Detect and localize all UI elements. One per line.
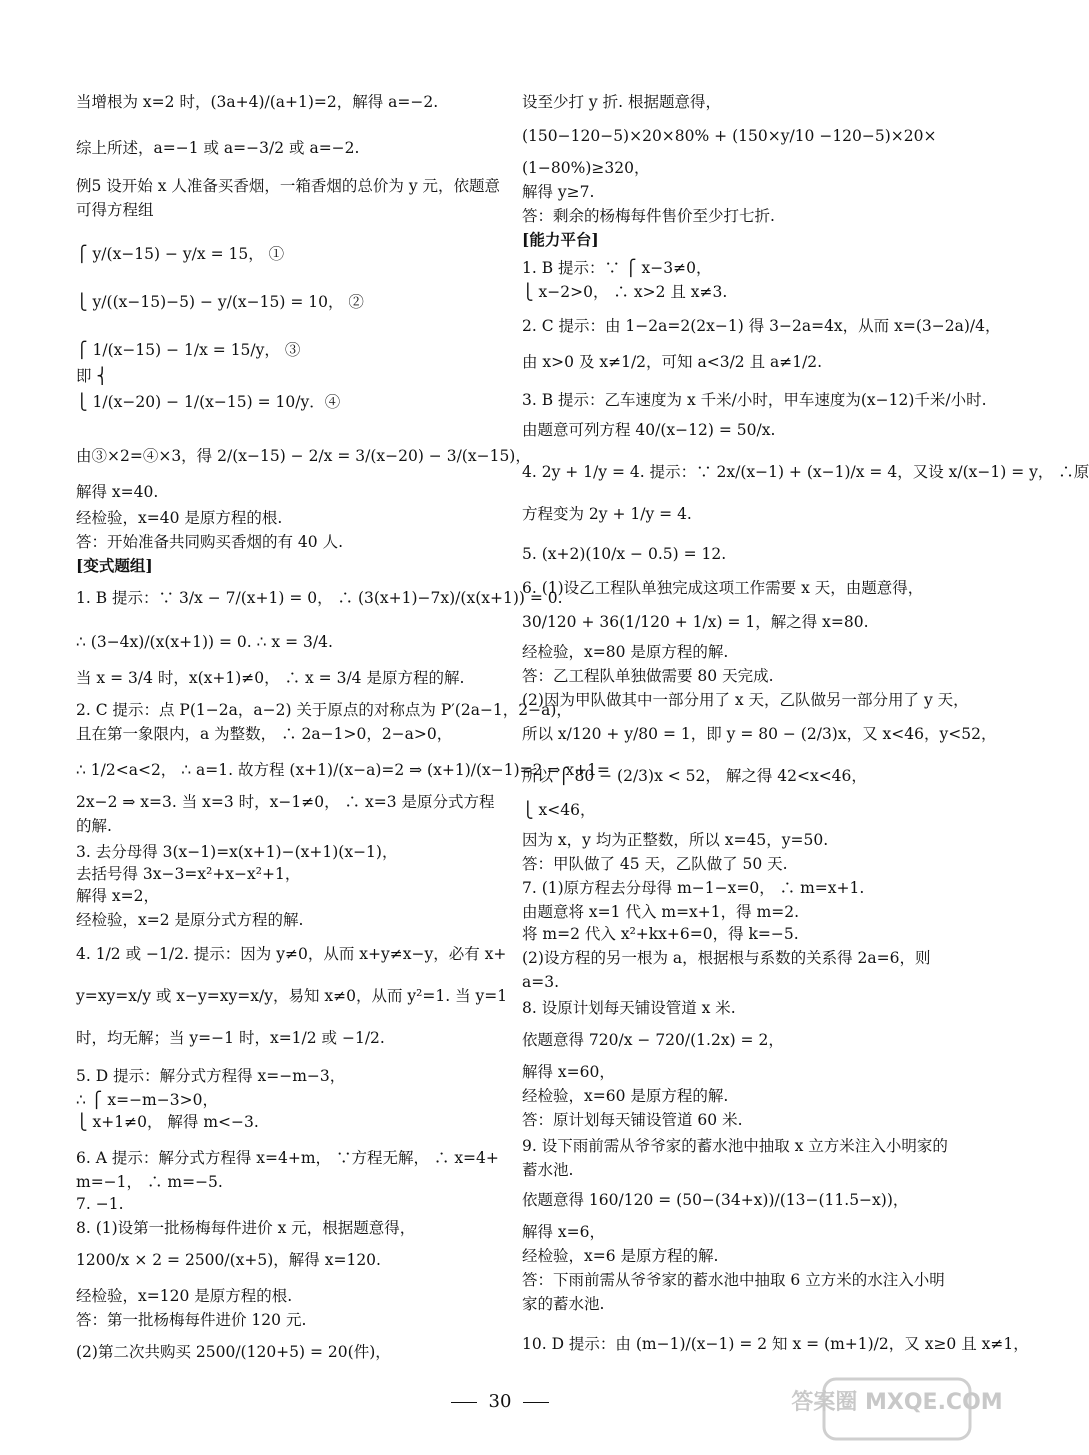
left-column-line: ⎩ y/((x−15)−5) − y/(x−15) = 10， ② (76, 293, 364, 311)
watermark-graphic (791, 1377, 1003, 1441)
right-column-line: 8. 设原计划每天铺设管道 x 米. (522, 999, 736, 1017)
right-column-line: 依题意得 720/x − 720/(1.2x) = 2， (522, 1031, 784, 1049)
left-column-line: 1200/x × 2 = 2500/(x+5)，解得 x=120. (76, 1251, 381, 1269)
right-column-line: 由 x>0 及 x≠1/2，可知 a<3/2 且 a≠1/2. (522, 353, 823, 371)
right-column-line: 解得 y≥7. (522, 183, 595, 201)
left-column-line: 答：第一批杨梅每件进价 120 元. (76, 1311, 307, 1329)
left-column-line: 去括号得 3x−3=x²+x−x²+1， (76, 865, 301, 883)
right-column-line: 答：甲队做了 45 天，乙队做了 50 天. (522, 855, 788, 873)
left-column-line: 由③×2=④×3，得 2/(x−15) − 2/x = 3/(x−20) − 3/(x−15)， (76, 447, 531, 465)
left-column-line: 即 ⎨ (76, 367, 109, 385)
right-column-line: 经检验，x=6 是原方程的解. (522, 1247, 719, 1265)
left-column-line: 2. C 提示：点 P(1−2a，a−2) 关于原点的对称点为 P′(2a−1，2−a)， (76, 701, 572, 719)
right-column-line: 蓄水池. (522, 1161, 574, 1179)
left-column-line: 解得 x=2， (76, 887, 160, 905)
left-column-line: m=−1， ∴ m=−5. (76, 1173, 223, 1191)
right-column-line: 6. (1)设乙工程队单独完成这项工作需要 x 天，由题意得， (522, 579, 924, 597)
left-column-line: 6. A 提示：解分式方程得 x=4+m， ∵方程无解， ∴ x=4+ (76, 1149, 499, 1167)
right-column-line: 答：下雨前需从爷爷家的蓄水池中抽取 6 立方米的水注入小明 (522, 1271, 945, 1289)
right-column-line: 方程变为 2y + 1/y = 4. (522, 505, 692, 523)
right-column-line: 由题意将 x=1 代入 m=x+1，得 m=2. (522, 903, 800, 921)
left-column-line: 时，均无解；当 y=−1 时，x=1/2 或 −1/2. (76, 1029, 385, 1047)
right-column-line: (150−120−5)×20×80% + (150×y/10 −120−5)×20× (522, 127, 937, 145)
left-column-line: 可得方程组 (76, 201, 154, 219)
left-column-line: [变式题组] (76, 556, 153, 575)
right-column-line: 由题意可列方程 40/(x−12) = 50/x. (522, 421, 776, 439)
left-column-line: 3. 去分母得 3(x−1)=x(x+1)−(x+1)(x−1)， (76, 843, 398, 861)
left-column-line: 答：开始准备共同购买香烟的有 40 人. (76, 533, 344, 551)
left-column-line: 的解. (76, 817, 112, 835)
left-column-line: 2x−2 ⇒ x=3. 当 x=3 时，x−1≠0， ∴ x=3 是原分式方程 (76, 793, 495, 811)
left-column-line: 4. 1/2 或 −1/2. 提示：因为 y≠0，从而 x+y≠x−y，必有 x+ (76, 945, 507, 963)
right-column-line: 经检验，x=60 是原方程的解. (522, 1087, 729, 1105)
watermark-text: 答案圈 MXQE.COM (791, 1390, 1003, 1415)
right-column-line: 7. (1)原方程去分母得 m−1−x=0， ∴ m=x+1. (522, 879, 865, 897)
left-column-line: ⎧ 1/(x−15) − 1/x = 15/y， ③ (76, 341, 301, 359)
right-column-line: ⎩ x−2>0， ∴ x>2 且 x≠3. (522, 283, 728, 301)
right-column-line: 3. B 提示：乙车速度为 x 千米/小时，甲车速度为(x−12)千米/小时. (522, 391, 987, 409)
right-column-line: 所以 x/120 + y/80 = 1，即 y = 80 − (2/3)x，又 x<46，y<52， (522, 725, 997, 743)
left-column-line: ⎧ y/(x−15) − y/x = 15， ① (76, 245, 285, 263)
left-column-line: ∴ (3−4x)/(x(x+1)) = 0. ∴ x = 3/4. (76, 633, 333, 651)
left-column-line: 综上所述，a=−1 或 a=−3/2 或 a=−2. (76, 139, 360, 157)
left-column-line: 经检验，x=2 是原分式方程的解. (76, 911, 304, 929)
right-column-line: 答：剩余的杨梅每件售价至少打七折. (522, 207, 775, 225)
page-number-dash-right (523, 1402, 549, 1403)
right-column-line: 解得 x=6， (522, 1223, 606, 1241)
left-column-line: 7. −1. (76, 1195, 124, 1213)
right-column-line: 1. B 提示：∵ ⎧ x−3≠0， (522, 259, 712, 277)
right-column-line: (2)因为甲队做其中一部分用了 x 天，乙队做另一部分用了 y 天， (522, 691, 969, 709)
right-column-line: 家的蓄水池. (522, 1295, 605, 1313)
right-column-line: 依题意得 160/120 = (50−(34+x))/(13−(11.5−x))， (522, 1191, 909, 1209)
left-column-line: 当 x = 3/4 时，x(x+1)≠0， ∴ x = 3/4 是原方程的解. (76, 669, 465, 687)
right-column-line: 解得 x=60， (522, 1063, 615, 1081)
left-column-line: y=xy=x/y 或 x−y=xy=x/y，易知 x≠0，从而 y²=1. 当 y=1 (76, 987, 508, 1005)
left-column-line: ∴ ⎧ x=−m−3>0， (76, 1091, 218, 1109)
right-column-line: 4. 2y + 1/y = 4. 提示：∵ 2x/(x−1) + (x−1)/x = 4，又设 x/(x−1) = y， ∴原 (522, 463, 1089, 481)
right-column-line: 设至少打 y 折. 根据题意得， (522, 93, 721, 111)
right-column-line: a=3. (522, 973, 560, 991)
left-column-line: 且在第一象限内，a 为整数， ∴ 2a−1>0，2−a>0， (76, 725, 453, 743)
left-column-line: 经检验，x=40 是原方程的根. (76, 509, 283, 527)
page-number-text: 30 (488, 1391, 512, 1412)
left-column-line: 5. D 提示：解分式方程得 x=−m−3， (76, 1067, 346, 1085)
right-column-line: 30/120 + 36(1/120 + 1/x) = 1，解之得 x=80. (522, 613, 869, 631)
left-column-line: 经检验，x=120 是原方程的根. (76, 1287, 293, 1305)
right-column-line: 经检验，x=80 是原方程的解. (522, 643, 729, 661)
left-column-line: 当增根为 x=2 时，(3a+4)/(a+1)=2，解得 a=−2. (76, 93, 439, 111)
right-column-line: 10. D 提示：由 (m−1)/(x−1) = 2 知 x = (m+1)/2，又 x≥0 且 x≠1， (522, 1335, 1029, 1353)
left-column-line: 1. B 提示：∵ 3/x − 7/(x+1) = 0， ∴ (3(x+1)−7x)/(x(x+1)) = 0. (76, 589, 563, 607)
right-column-line: ⎩ x<46， (522, 801, 596, 819)
right-column-line: 2. C 提示：由 1−2a=2(2x−1) 得 3−2a=4x，从而 x=(3−2a)/4， (522, 317, 1001, 335)
right-column-line: 答：乙工程队单独做需要 80 天完成. (522, 667, 774, 685)
right-column-line: 因为 x，y 均为正整数，所以 x=45，y=50. (522, 831, 829, 849)
right-column-line: 5. (x+2)(10/x − 0.5) = 12. (522, 545, 727, 563)
left-column-line: 解得 x=40. (76, 483, 159, 501)
right-column-line: (2)设方程的另一根为 a，根据根与系数的关系得 2a=6，则 (522, 949, 931, 967)
right-column-line: 9. 设下雨前需从爷爷家的蓄水池中抽取 x 立方米注入小明家的 (522, 1137, 948, 1155)
left-column-line: 例5 设开始 x 人准备买香烟，一箱香烟的总价为 y 元，依题意 (76, 177, 500, 195)
left-column-line: (2)第二次共购买 2500/(120+5) = 20(件)， (76, 1343, 391, 1361)
right-column-line: 所以 ⎧ 80 − (2/3)x < 52， 解之得 42<x<46， (522, 767, 867, 785)
left-column-line: ⎩ x+1≠0， 解得 m<−3. (76, 1113, 259, 1131)
page-number-dash-left (451, 1402, 477, 1403)
right-column-line: (1−80%)≥320， (522, 159, 650, 177)
right-column-line: 答：原计划每天铺设管道 60 米. (522, 1111, 743, 1129)
left-column-line: ⎩ 1/(x−20) − 1/(x−15) = 10/y．④ (76, 393, 341, 411)
watermark-logo (791, 1377, 1003, 1441)
left-column-line: 8. (1)设第一批杨梅每件进价 x 元，根据题意得， (76, 1219, 416, 1237)
left-column-line: ∴ 1/2<a<2， ∴ a=1. 故方程 (x+1)/(x−a)=2 ⇒ (x+1)/(x−1)=2 ⇒ x+1= (76, 761, 610, 779)
right-column-line: [能力平台] (522, 230, 599, 249)
right-column-line: 将 m=2 代入 x²+kx+6=0，得 k=−5. (522, 925, 799, 943)
